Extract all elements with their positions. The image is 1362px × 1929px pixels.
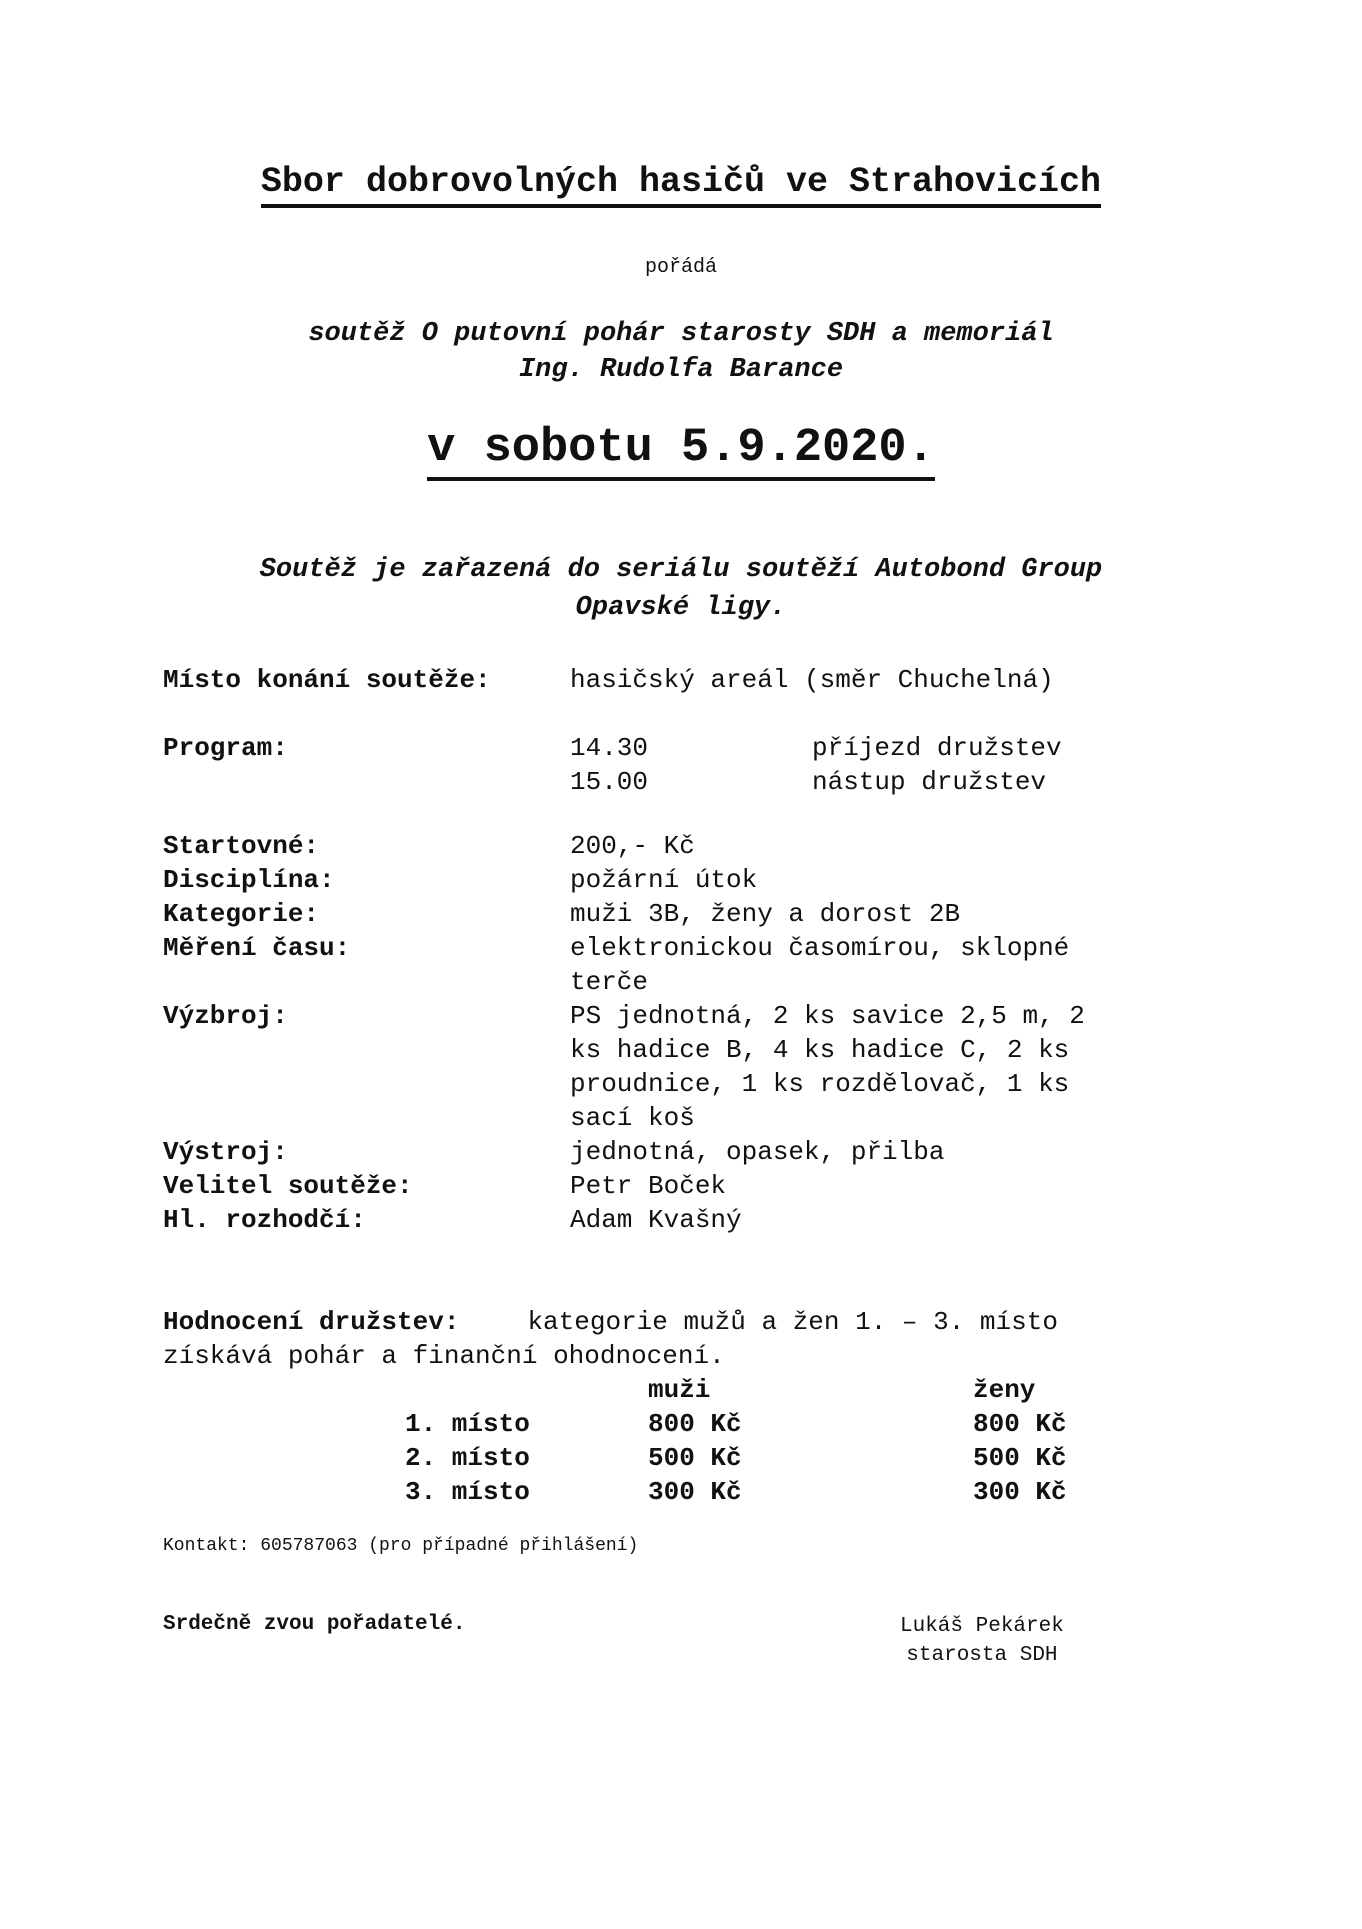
timing-value: terče bbox=[570, 967, 649, 997]
category-label: Kategorie: bbox=[163, 899, 320, 929]
prize-women: 300 Kč bbox=[973, 1477, 1067, 1507]
prize-header-men: muži bbox=[648, 1375, 711, 1405]
prize-men: 300 Kč bbox=[648, 1477, 742, 1507]
gear-value: jednotná, opasek, přilba bbox=[570, 1137, 945, 1167]
venue-value: hasičský areál (směr Chuchelná) bbox=[570, 665, 1054, 695]
prize-place: 1. místo bbox=[405, 1409, 530, 1439]
fee-label: Startovné: bbox=[163, 831, 320, 861]
signature-name: Lukáš Pekárek bbox=[900, 1615, 1064, 1638]
prize-place: 2. místo bbox=[405, 1443, 530, 1473]
evaluation-line bbox=[163, 1305, 1058, 1339]
program-activity: nástup družstev bbox=[812, 767, 1047, 797]
program-activity: příjezd družstev bbox=[812, 733, 1062, 763]
referee-label: Hl. rozhodčí: bbox=[163, 1205, 366, 1235]
invitation-text: Srdečně zvou pořadatelé. bbox=[163, 1613, 466, 1636]
discipline-label: Disciplína: bbox=[163, 865, 335, 895]
contact-info: Kontakt: 605787063 (pro případné přihlášení) bbox=[163, 1536, 639, 1556]
organizes-text: pořádá bbox=[644, 256, 717, 279]
timing-label: Měření času: bbox=[163, 933, 351, 963]
category-value: muži 3B, ženy a dorost 2B bbox=[570, 899, 961, 929]
signature-role: starosta SDH bbox=[906, 1644, 1058, 1667]
signature-block bbox=[900, 1612, 1064, 1670]
prize-men: 800 Kč bbox=[648, 1409, 742, 1439]
event-date: v sobotu 5.9.2020. bbox=[0, 420, 1362, 478]
discipline-value: požární útok bbox=[570, 865, 758, 895]
prize-men: 500 Kč bbox=[648, 1443, 742, 1473]
gear-label: Výstroj: bbox=[163, 1137, 288, 1167]
prize-place: 3. místo bbox=[405, 1477, 530, 1507]
equipment-value: ks hadice B, 4 ks hadice C, 2 ks bbox=[570, 1035, 1070, 1065]
commander-value: Petr Boček bbox=[570, 1171, 727, 1201]
evaluation-label: Hodnocení družstev: bbox=[163, 1307, 460, 1337]
prize-women: 500 Kč bbox=[973, 1443, 1067, 1473]
prize-header-women: ženy bbox=[973, 1375, 1036, 1405]
equipment-value: proudnice, 1 ks rozdělovač, 1 ks bbox=[570, 1069, 1070, 1099]
equipment-value: PS jednotná, 2 ks savice 2,5 m, 2 bbox=[570, 1001, 1085, 1031]
commander-label: Velitel soutěže: bbox=[163, 1171, 413, 1201]
timing-value: elektronickou časomírou, sklopné bbox=[570, 933, 1070, 963]
evaluation-text: kategorie mužů a žen 1. – 3. místo bbox=[527, 1307, 1058, 1337]
fee-value: 200,- Kč bbox=[570, 831, 695, 861]
equipment-label: Výzbroj: bbox=[163, 1001, 288, 1031]
program-label: Program: bbox=[163, 733, 288, 763]
prize-women: 800 Kč bbox=[973, 1409, 1067, 1439]
equipment-value: sací koš bbox=[570, 1103, 695, 1133]
venue-label: Místo konání soutěže: bbox=[163, 665, 491, 695]
event-name: soutěž O putovní pohár starosty SDH a memoriál Ing. Rudolfa Barance bbox=[308, 319, 1054, 385]
referee-value: Adam Kvašný bbox=[570, 1205, 742, 1235]
program-time: 14.30 bbox=[570, 733, 649, 763]
document-title: Sbor dobrovolných hasičů ve Strahovicích bbox=[0, 160, 1362, 204]
evaluation-text: získává pohár a finanční ohodnocení. bbox=[163, 1341, 725, 1371]
series-info: Soutěž je zařazená do seriálu soutěží Autobond Group Opavské ligy. bbox=[259, 555, 1103, 623]
program-time: 15.00 bbox=[570, 767, 649, 797]
